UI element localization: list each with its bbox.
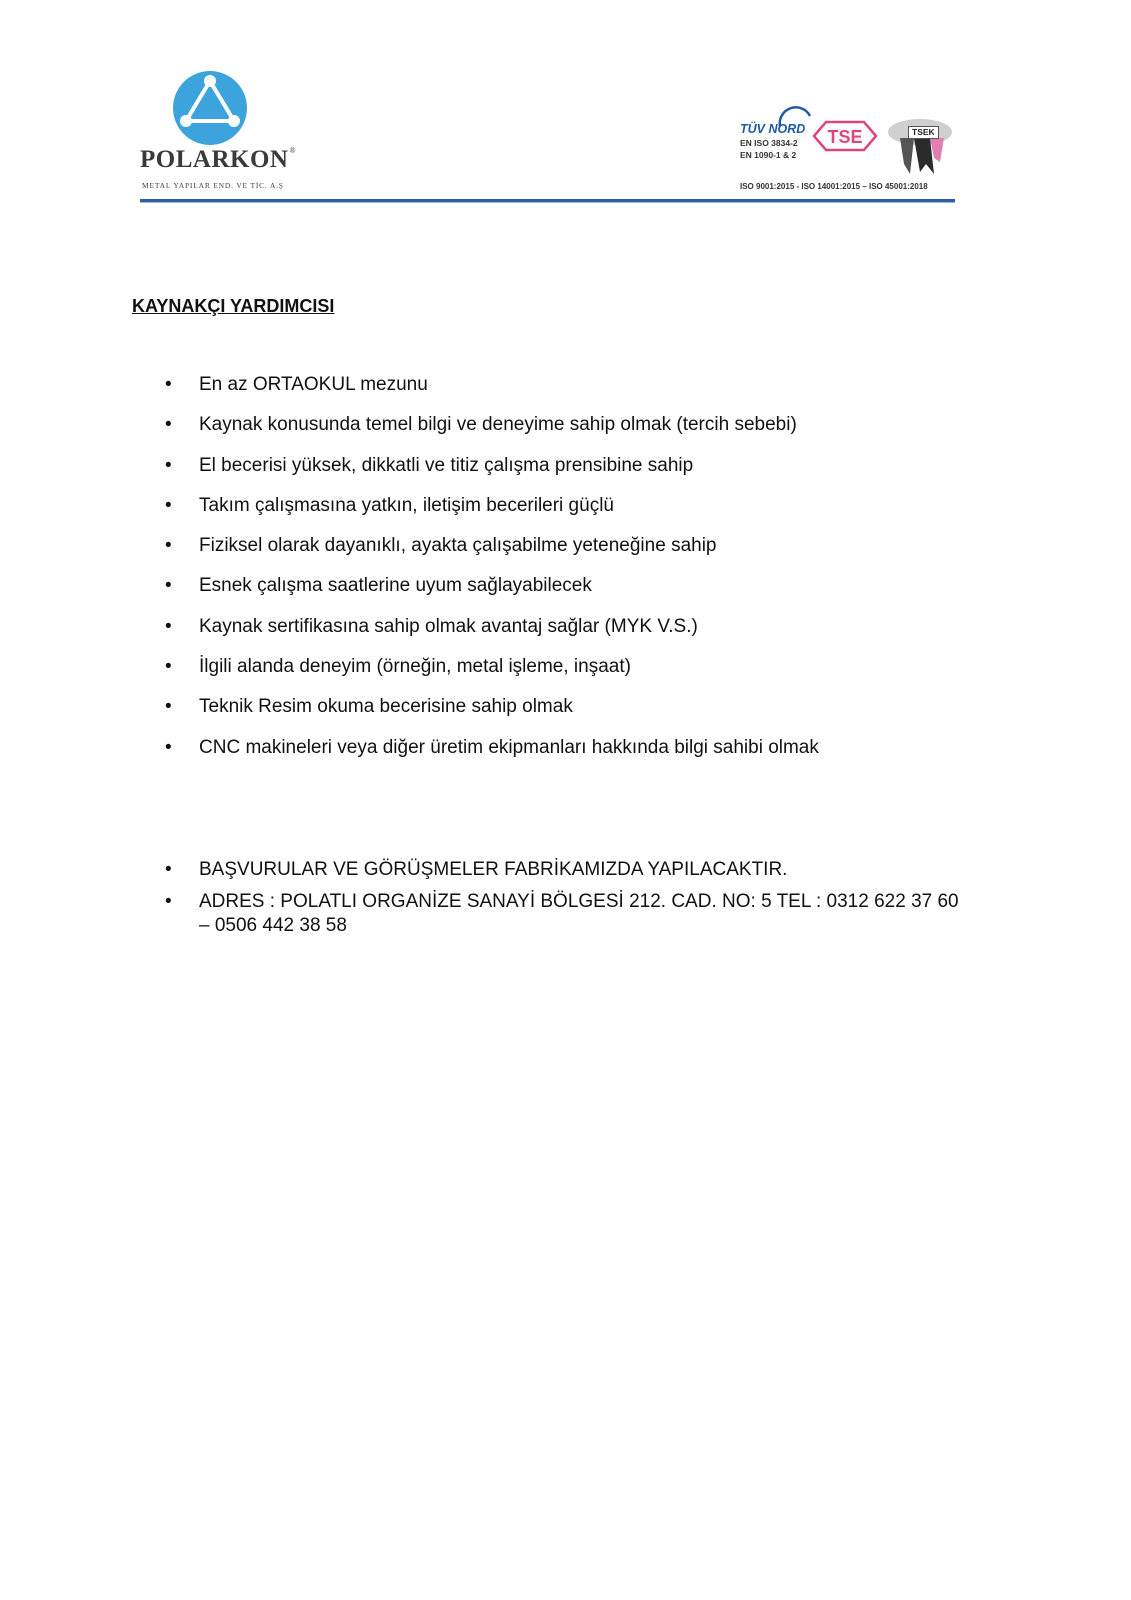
requirement-text: El becerisi yüksek, dikkatli ve titiz çalışma prensibine sahip (199, 454, 694, 476)
requirement-text: CNC makineleri veya diğer üretim ekipmanları hakkında bilgi sahibi olmak (199, 736, 819, 758)
bullet: • (165, 414, 172, 436)
brand-name: POLARKON® (140, 146, 297, 173)
brand-subtitle: METAL YAPILAR END. VE TİC. A.Ş (142, 181, 284, 190)
list-item (165, 656, 965, 696)
list-item (165, 495, 965, 535)
tuv-standard-1: EN ISO 3834-2 (740, 138, 798, 148)
page-title: KAYNAKÇI YARDIMCISI (132, 296, 335, 316)
requirement-text: Esnek çalışma saatlerine uyum sağlayabilecek (199, 575, 592, 597)
bullet: • (165, 891, 172, 912)
requirement-text: Teknik Resim okuma becerisine sahip olmak (199, 696, 573, 718)
bullet: • (165, 374, 172, 395)
certifications-block (740, 96, 970, 196)
bullet: • (165, 696, 172, 718)
requirement-text: Kaynak konusunda temel bilgi ve deneyime sahip olmak (tercih sebebi) (199, 414, 797, 436)
tse-label: TSE (827, 127, 863, 147)
list-item (165, 616, 965, 656)
iso-standards-line: ISO 9001:2015 - ISO 14001:2015 – ISO 45001:2018 (740, 182, 928, 191)
bullet: • (165, 575, 172, 597)
list-item (165, 696, 965, 736)
list-item (165, 455, 965, 495)
address-text: ADRES : POLATLI ORGANİZE SANAYİ BÖLGESİ 212. CAD. NO: 5 TEL : 0312 622 37 60 – 0506 442 38 58 (199, 891, 959, 936)
list-item (165, 535, 965, 575)
bullet: • (165, 615, 172, 637)
note-item (165, 890, 965, 938)
list-item (165, 374, 965, 414)
tsek-label: TSEK (908, 126, 939, 139)
requirement-text: En az ORTAOKUL mezunu (199, 374, 428, 395)
triangle-circle-logo-icon (172, 70, 248, 146)
bullet: • (165, 535, 172, 557)
tuv-standard-2: EN 1090-1 & 2 (740, 150, 797, 160)
bullet: • (165, 454, 172, 476)
requirement-text: Fiziksel olarak dayanıklı, ayakta çalışabilme yeteneğine sahip (199, 535, 717, 557)
requirement-text: Kaynak sertifikasına sahip olmak avantaj sağlar (MYK V.S.) (199, 615, 698, 637)
requirements-list (165, 374, 965, 777)
list-item (165, 414, 965, 454)
requirement-text: İlgili alanda deneyim (örneğin, metal işleme, inşaat) (199, 656, 631, 678)
note-item (165, 858, 965, 882)
bullet: • (165, 494, 172, 516)
note-text: BAŞVURULAR VE GÖRÜŞMELER FABRİKAMIZDA YAPILACAKTIR. (199, 859, 788, 880)
tse-logo (810, 118, 880, 154)
bullet: • (165, 736, 172, 758)
header-divider (140, 199, 955, 203)
application-notes (165, 858, 965, 946)
bullet: • (165, 859, 172, 880)
tuv-nord-name: TÜV NORD (740, 122, 806, 136)
list-item (165, 737, 965, 777)
tsek-badge (880, 118, 954, 176)
list-item (165, 575, 965, 615)
requirement-text: Takım çalışmasına yatkın, iletişim becerileri güçlü (199, 494, 614, 516)
bullet: • (165, 656, 172, 678)
